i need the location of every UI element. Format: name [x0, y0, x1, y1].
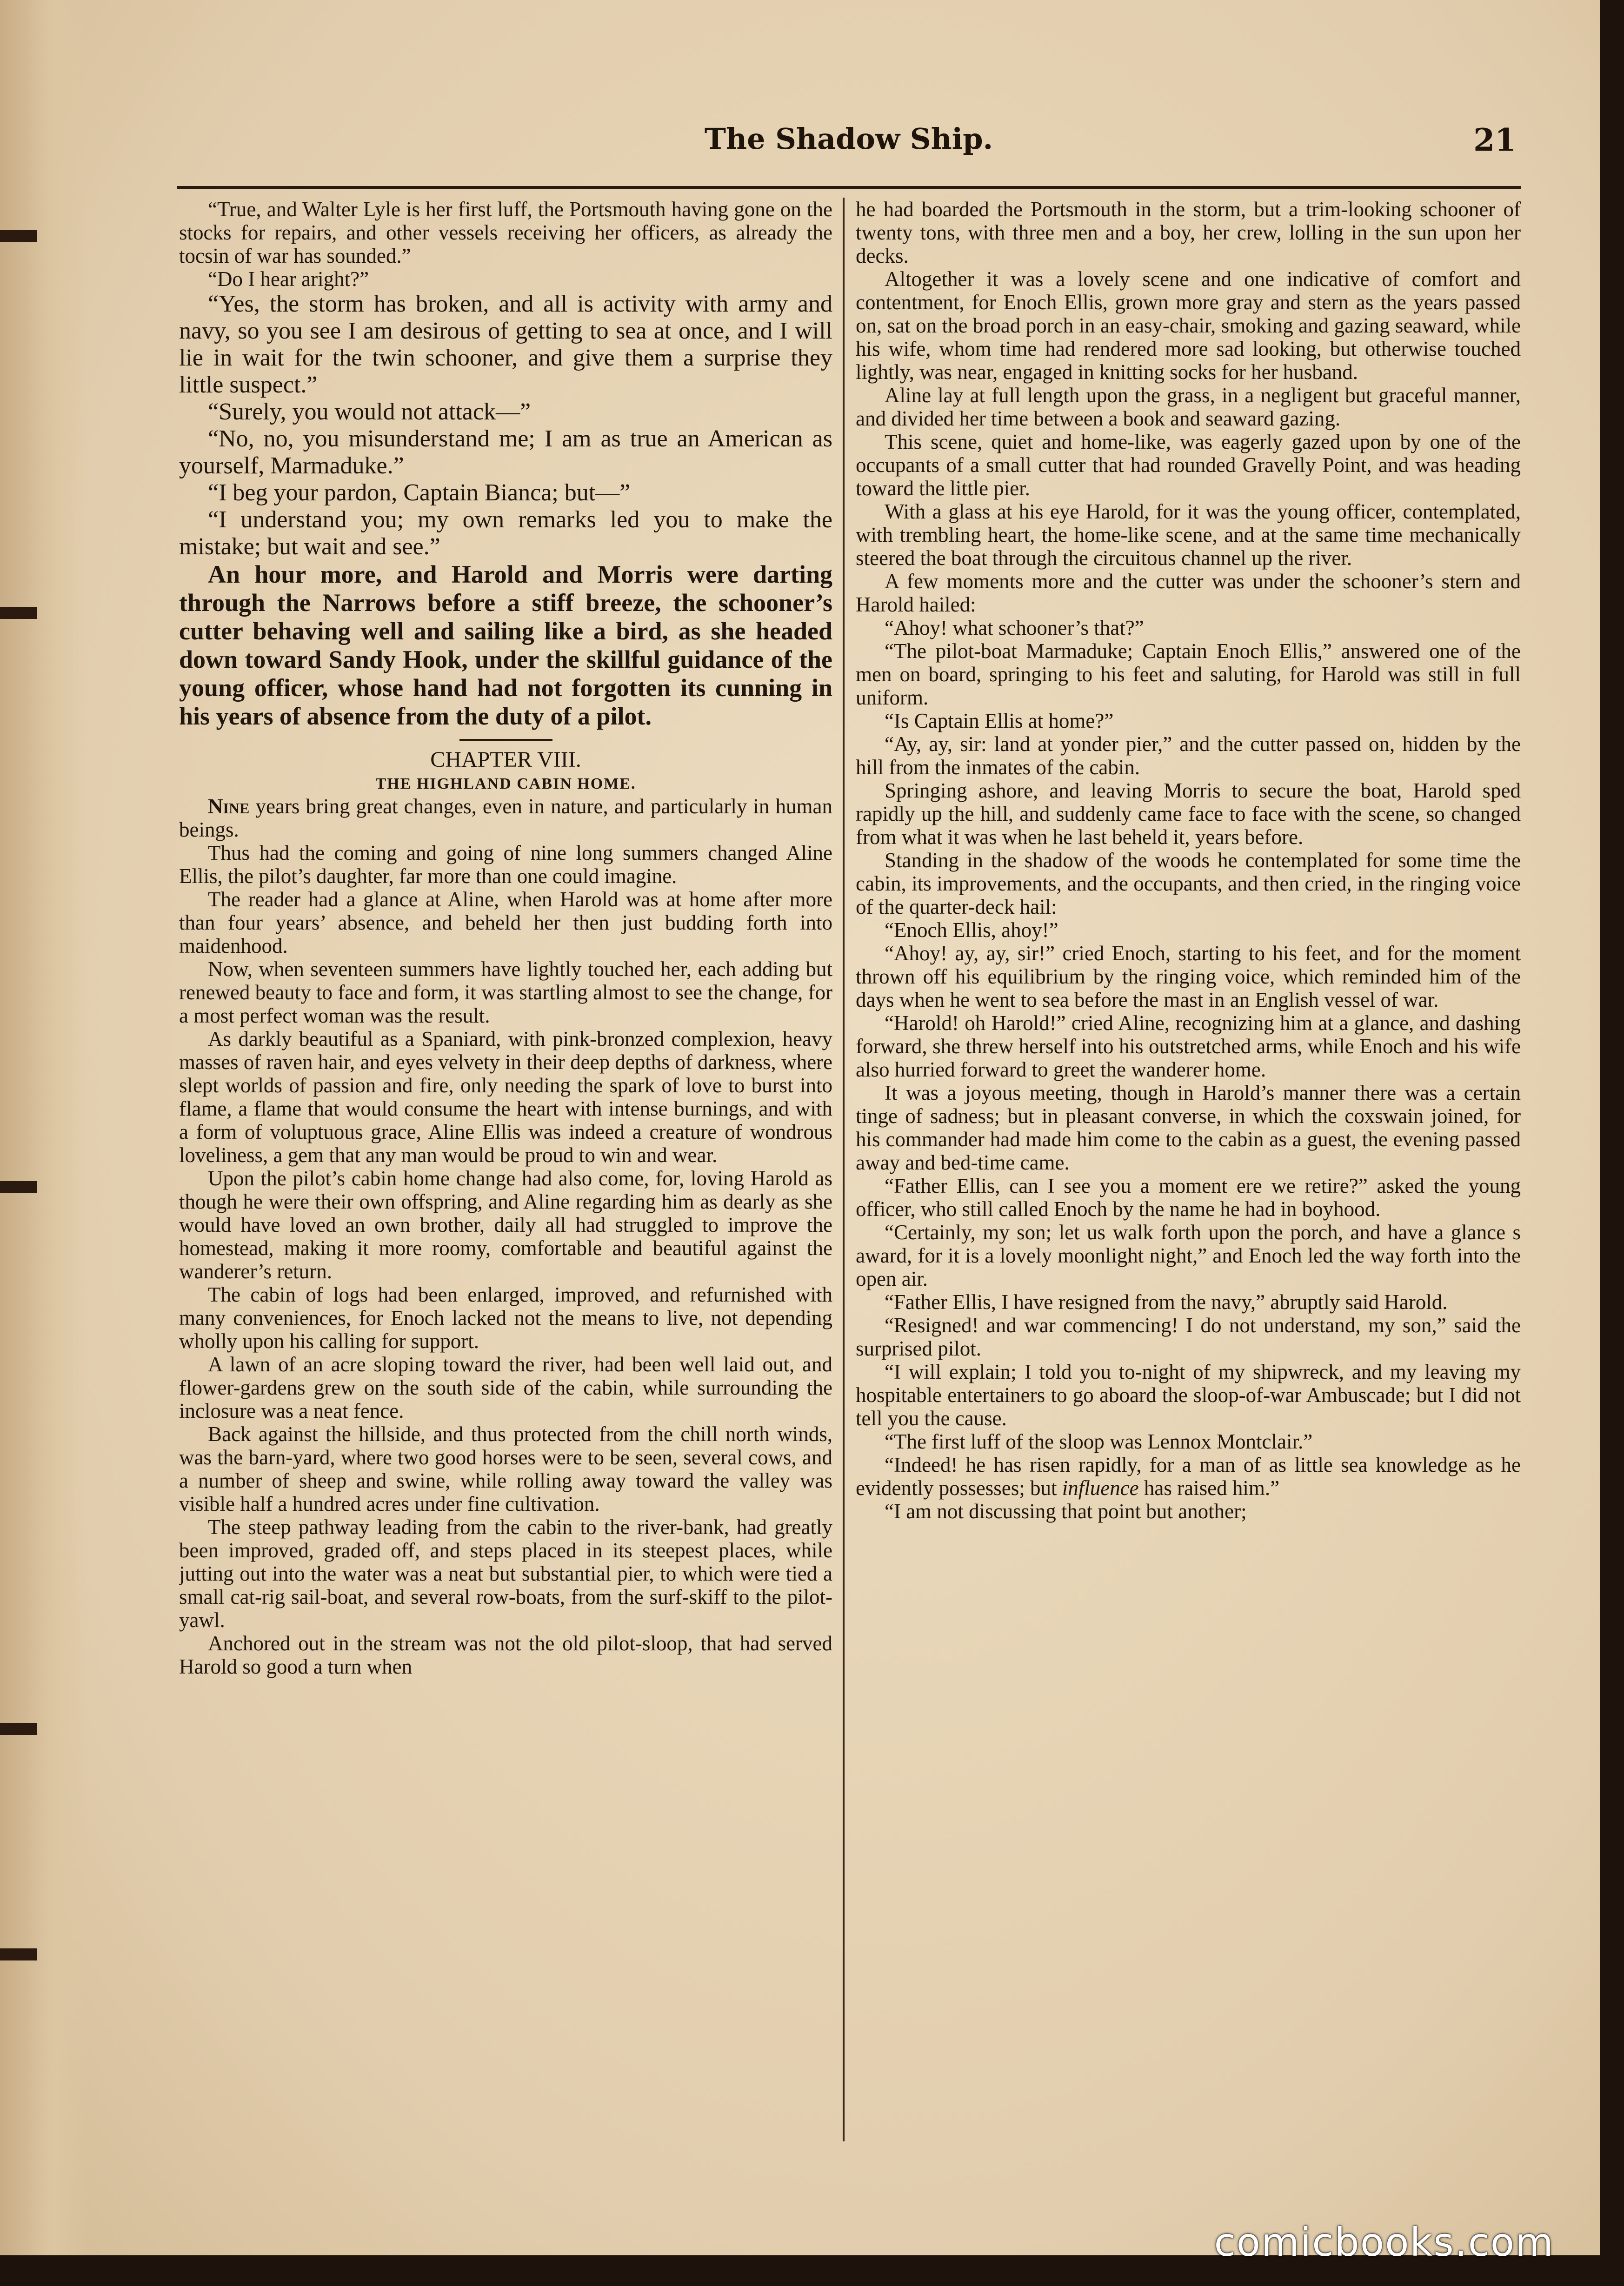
- paragraph: A lawn of an acre sloping toward the river, had been well laid out, and flower-gardens grew on the south side of the cabin, while surrounding the inclosure was a neat fence.: [179, 1353, 832, 1422]
- chapter-number: CHAPTER VIII.: [430, 747, 581, 772]
- paragraph: It was a joyous meeting, though in Harold’s manner there was a certain tinge of sadness; but in pleasant converse, in which the coxswain joined, for his commander had made him come to the cabin as a guest, the evening passed away and bed-time came.: [856, 1081, 1521, 1174]
- binding-stitch: [0, 1181, 37, 1193]
- paragraph: “I will explain; I told you to-night of my shipwreck, and my leaving my hospitable entertainers to go aboard the sloop-of-war Ambuscade; but I did not tell you the cause.: [856, 1360, 1521, 1430]
- paragraph: “Enoch Ellis, ahoy!”: [885, 918, 1058, 942]
- paragraph: “Yes, the storm has broken, and all is activity with army and navy, so you see I am desirous of getting to sea at once, and I will lie in wait for the twin schooner, and give them a surprise they little suspect.”: [179, 291, 832, 398]
- chapter-title: THE HIGHLAND CABIN HOME.: [375, 775, 636, 792]
- paragraph: Nine years bring great changes, even in nature, and particularly in human beings.: [179, 795, 832, 841]
- lead-word: Nine: [208, 795, 250, 818]
- paragraph: “Ay, ay, sir: land at yonder pier,” and the cutter passed on, hidden by the hill from the inmates of the cabin.: [856, 732, 1521, 779]
- header-rule: [177, 186, 1521, 189]
- paragraph: An hour more, and Harold and Morris were darting through the Narrows before a stiff breeze, the schooner’s cutter behaving well and sailing like a bird, as she headed down toward Sandy Hook, under the skillful guidance of the young officer, whose hand had not forgotten its cunning in his years of absence from the duty of a pilot.: [179, 560, 832, 730]
- running-title: The Shadow Ship.: [704, 122, 993, 156]
- paragraph: “Certainly, my son; let us walk forth upon the porch, and have a glance s award, for it is a lovely moonlight night,” and Enoch led the way forth into the open air.: [856, 1221, 1521, 1290]
- paragraph: The cabin of logs had been enlarged, improved, and refurnished with many conveniences, for Enoch lacked not the means to live, not depending wholly upon his calling for support.: [179, 1283, 832, 1353]
- paragraph: “The pilot-boat Marmaduke; Captain Enoch Ellis,” answered one of the men on board, springing to his feet and saluting, for Harold was still in full uniform.: [856, 639, 1521, 709]
- page-header: [181, 122, 1516, 173]
- paragraph: he had boarded the Portsmouth in the storm, but a trim-looking schooner of twenty tons, with three men and a boy, her crew, lolling in the sun upon her decks.: [856, 198, 1521, 267]
- binding-stitch: [0, 607, 37, 619]
- paragraph: “Indeed! he has risen rapidly, for a man of as little sea knowledge as he evidently possesses; but influence has raised him.”: [856, 1453, 1521, 1500]
- binding-stitch: [0, 1723, 37, 1735]
- paragraph: “Do I hear aright?”: [208, 267, 369, 291]
- paragraph: “I understand you; my own remarks led you to make the mistake; but wait and see.”: [179, 506, 832, 560]
- paragraph: “Is Captain Ellis at home?”: [885, 709, 1114, 732]
- paragraph: “True, and Walter Lyle is her first luff, the Portsmouth having gone on the stocks for repairs, and other vessels receiving her officers, as already the tocsin of war has sounded.”: [179, 198, 832, 267]
- right-column: [856, 198, 1521, 2151]
- binding-stitch: [0, 230, 37, 242]
- paragraph: “I beg your pardon, Captain Bianca; but—”: [208, 479, 631, 506]
- paragraph: “Father Ellis, can I see you a moment ere we retire?” asked the young officer, who still called Enoch by the name he had in boyhood.: [856, 1174, 1521, 1221]
- paragraph: Back against the hillside, and thus protected from the chill north winds, was the barn-yard, where two good horses were to be seen, several cows, and a number of sheep and swine, while rolling away toward the valley was visible half a hundred acres under fine cultivation.: [179, 1422, 832, 1515]
- paragraph: “No, no, you misunderstand me; I am as true an American as yourself, Marmaduke.”: [179, 425, 832, 479]
- paragraph: With a glass at his eye Harold, for it was the young officer, contemplated, with trembling heart, the home-like scene, and at the same time mechanically steered the boat through the circuitous channel up the river.: [856, 500, 1521, 570]
- paragraph: Anchored out in the stream was not the old pilot-sloop, that had served Harold so good a turn when: [179, 1632, 832, 1678]
- column-divider: [843, 198, 845, 2141]
- paragraph: “Surely, you would not attack—”: [208, 399, 531, 425]
- paragraph: Upon the pilot’s cabin home change had also come, for, loving Harold as though he were their own offspring, and Aline regarding him as dearly as she would have loved an own brother, daily all had struggled to improve the homestead, making it more roomy, comfortable and beautiful against the wanderer’s return.: [179, 1167, 832, 1283]
- italic-word: influence: [1062, 1476, 1139, 1500]
- paragraph: “Ahoy! ay, ay, sir!” cried Enoch, starting to his feet, and for the moment thrown off his equilibrium by the ringing voice, which reminded him of the days when he went to sea before the mast in an English vessel of war.: [856, 942, 1521, 1011]
- binding-stitch: [0, 1948, 37, 1960]
- paragraph: “Harold! oh Harold!” cried Aline, recognizing him at a glance, and dashing forward, she threw herself into his outstretched arms, while Enoch and his wife also hurried forward to greet the wanderer home.: [856, 1011, 1521, 1081]
- paragraph: Springing ashore, and leaving Morris to secure the boat, Harold sped rapidly up the hill, and suddenly came face to face with the scene, so changed from what it was when he last beheld it, years before.: [856, 779, 1521, 849]
- paragraph: As darkly beautiful as a Spaniard, with pink-bronzed complexion, heavy masses of raven hair, and eyes velvety in their deep depths of darkness, where slept worlds of passion and fire, only needing the spark of love to burst into flame, a flame that would consume the heart with intense burnings, and with a form of voluptuous grace, Aline Ellis was indeed a creature of wondrous loveliness, a gem that any man would be proud to win and wear.: [179, 1027, 832, 1167]
- paragraph: Aline lay at full length upon the grass, in a negligent but graceful manner, and divided her time between a book and seaward gazing.: [856, 384, 1521, 430]
- section-rule: [459, 739, 552, 741]
- paragraph: “Father Ellis, I have resigned from the navy,” abruptly said Harold.: [885, 1290, 1448, 1314]
- page-binding-edge: [0, 0, 88, 2255]
- paragraph: Altogether it was a lovely scene and one indicative of comfort and contentment, for Enoch Ellis, grown more gray and stern as the years passed on, sat on the broad porch in an easy-chair, smoking and gazing seaward, while his wife, whom time had rendered more sad looking, but otherwise touched lightly, was near, engaged in knitting socks for her husband.: [856, 267, 1521, 384]
- paragraph: This scene, quiet and home-like, was eagerly gazed upon by one of the occupants of a small cutter that had rounded Gravelly Point, and was heading toward the little pier.: [856, 430, 1521, 500]
- paragraph: Now, when seventeen summers have lightly touched her, each adding but renewed beauty to face and form, it was startling almost to see the change, for a most perfect woman was the result.: [179, 957, 832, 1027]
- paragraph: “Ahoy! what schooner’s that?”: [885, 616, 1144, 639]
- paragraph: “I am not discussing that point but another;: [885, 1500, 1247, 1523]
- paragraph: “The first luff of the sloop was Lennox Montclair.”: [885, 1430, 1313, 1453]
- paragraph: The reader had a glance at Aline, when Harold was at home after more than four years’ absence, and beheld her then just budding forth into maidenhood.: [179, 888, 832, 957]
- paragraph: The steep pathway leading from the cabin to the river-bank, had greatly been improved, graded off, and steps placed in its steepest places, while jutting out into the water was a neat but substantial pier, to which were tied a small cat-rig sail-boat, and several row-boats, from the surf-skiff to the pilot-yawl.: [179, 1515, 832, 1632]
- paragraph: Thus had the coming and going of nine long summers changed Aline Ellis, the pilot’s daughter, far more than one could imagine.: [179, 841, 832, 888]
- paragraph: “Resigned! and war commencing! I do not understand, my son,” said the surprised pilot.: [856, 1314, 1521, 1360]
- left-column: [179, 198, 832, 2151]
- paragraph: A few moments more and the cutter was under the schooner’s stern and Harold hailed:: [856, 570, 1521, 616]
- site-watermark: comicbooks.com: [1214, 2220, 1554, 2265]
- page-number: 21: [1473, 122, 1516, 158]
- paragraph: Standing in the shadow of the woods he contemplated for some time the cabin, its improvements, and the occupants, and then cried, in the ringing voice of the quarter-deck hail:: [856, 849, 1521, 918]
